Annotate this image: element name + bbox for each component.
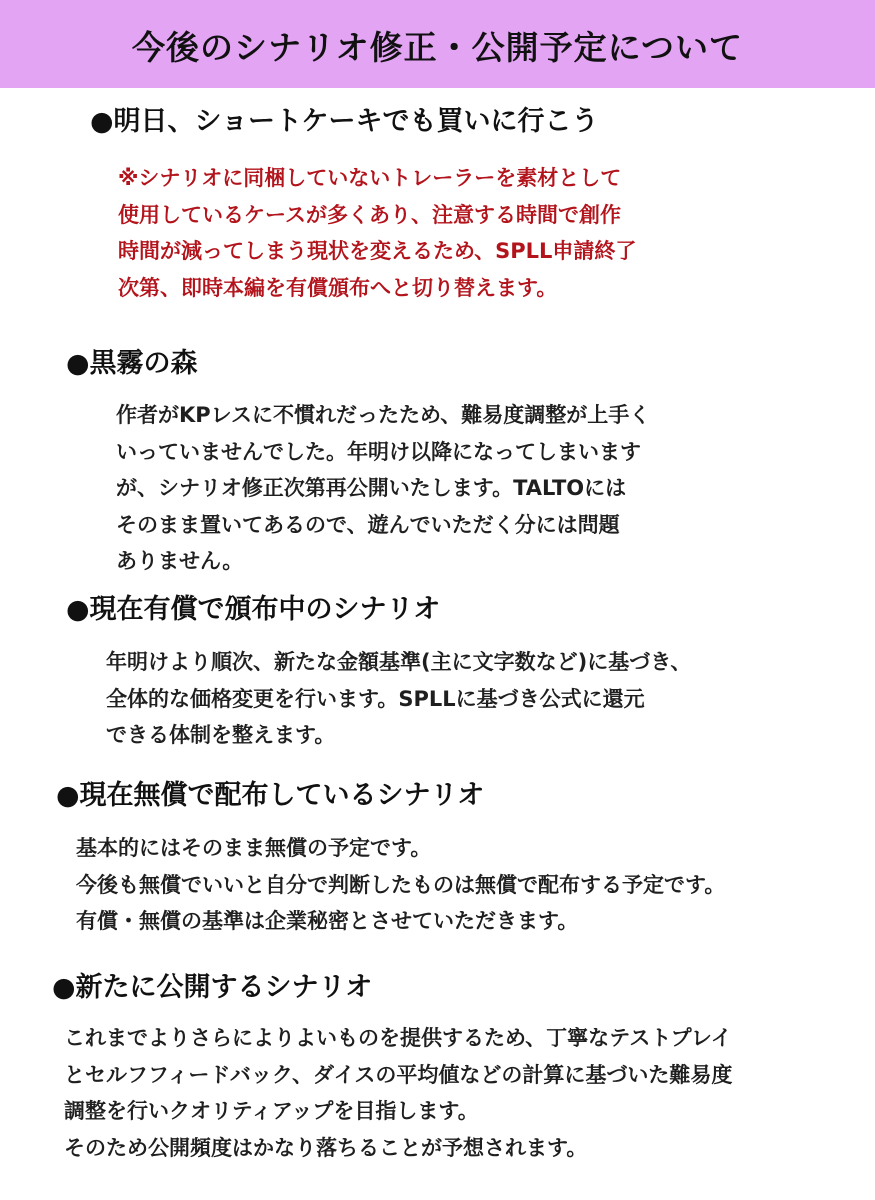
section-heading: ●黒霧の森 [66, 348, 198, 379]
body-line: 年明けより順次、新たな金額基準(主に文字数など)に基づき、 [106, 650, 692, 674]
section-heading: ●現在無償で配布しているシナリオ [56, 780, 485, 811]
body-line: いっていませんでした。年明け以降になってしまいます [116, 439, 641, 464]
body-line: ありません。 [116, 549, 244, 573]
section-black-mist-forest [66, 346, 650, 580]
header-banner [0, 0, 875, 88]
section-body [116, 397, 650, 580]
body-line: 調整を行いクオリティアップを目指します。 [64, 1099, 479, 1123]
section-new-scenarios [52, 970, 732, 1166]
section-heading: ●明日、ショートケーキでも買いに行こう [90, 106, 599, 137]
body-line: 全体的な価格変更を行います。SPLLに基づき公式に還元 [106, 686, 645, 711]
section-shortcake [90, 104, 636, 306]
page-title: 今後のシナリオ修正・公開予定について [131, 28, 743, 67]
body-line: が、シナリオ修正次第再公開いたします。TALTOには [116, 476, 627, 500]
body-line: 今後も無償でいいと自分で判断したものは無償で配布する予定です。 [76, 872, 726, 897]
section-body [64, 1020, 732, 1166]
notice-line: 次第、即時本編を有償頒布へと切り替えます。 [118, 275, 558, 300]
body-line: 基本的にはそのまま無償の予定です。 [76, 836, 432, 860]
body-line: とセルフフィードバック、ダイスの平均値などの計算に基づいた難易度 [64, 1062, 733, 1087]
notice-line: 時間が減ってしまう現状を変えるため、SPLL申請終了 [118, 239, 637, 263]
notice-line: ※シナリオに同梱していないトレーラーを素材として [118, 166, 622, 190]
body-line: そのまま置いてあるので、遊んでいただく分には問題 [116, 512, 620, 537]
body-line: 有償・無償の基準は企業秘密とさせていただきます。 [76, 909, 579, 933]
notice-line: 使用しているケースが多くあり、注意する時間で創作 [118, 202, 621, 227]
section-body [118, 160, 636, 306]
body-line: これまでよりさらによりよいものを提供するため、丁寧なテストプレイ [64, 1026, 732, 1050]
section-heading: ●現在有償で頒布中のシナリオ [66, 594, 441, 625]
section-paid-scenarios [66, 592, 691, 754]
section-body [76, 830, 725, 940]
body-line: できる体制を整えます。 [106, 723, 336, 747]
body-line: 作者がKPレスに不慣れだったため、難易度調整が上手く [116, 403, 651, 427]
section-heading: ●新たに公開するシナリオ [52, 972, 373, 1003]
body-line: そのため公開頻度はかなり落ちることが予想されます。 [64, 1135, 588, 1160]
section-body [106, 644, 691, 754]
section-free-scenarios [56, 778, 725, 940]
